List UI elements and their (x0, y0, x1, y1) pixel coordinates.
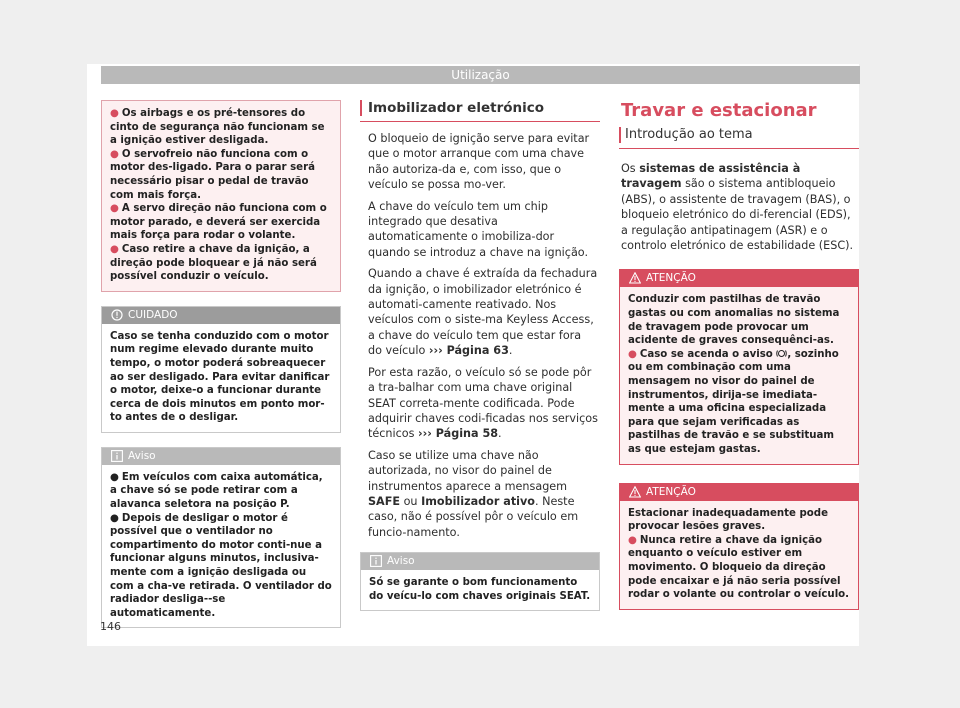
column-left (101, 100, 341, 628)
chapter-title: Utilização (451, 68, 510, 82)
notice-header (361, 553, 599, 570)
warning-triangle-icon (629, 486, 641, 498)
warning-header (620, 484, 858, 501)
page-reference-link[interactable]: ››› Página 63 (428, 344, 509, 358)
warning-box (619, 483, 859, 610)
paragraph: Por esta razão, o veículo só se pode pôr a tra-balhar com uma chave original SEAT correta-mente codificada. Pode adquirir chaves codi-ficadas nos serviços técnicos ››› Página 58. (368, 365, 598, 441)
subsection-title: Introdução ao tema (619, 127, 859, 149)
notice-header (102, 448, 340, 465)
info-icon (370, 555, 382, 567)
column-middle (360, 100, 600, 611)
paragraph: A chave do veículo tem um chip integrado que desativa automaticamente o imobiliza-dor quando se introduz a chave na ignição. (368, 199, 589, 259)
warning-triangle-icon (629, 272, 641, 284)
warning-text: Estacionar inadequadamente pode provocar lesões graves. (628, 507, 828, 533)
chapter-section-title: Travar e estacionar (621, 100, 817, 121)
list-item: ● O servofreio não funciona com o motor des-ligado. Para o parar será necessário pisar o pedal de travão com mais força. (110, 148, 315, 201)
notice-box (360, 552, 600, 611)
info-circle-icon (111, 309, 123, 321)
notice-text: Só se garante o bom funcionamento do veícu-lo com chaves originais SEAT. (369, 577, 591, 602)
paragraph: Caso se utilize uma chave não autorizada, no visor do painel de instrumentos aparece a mensagem SAFE ou Imobilizador ativo. Neste caso, não é possível pôr o veículo em funcio-namento. (368, 448, 579, 539)
list-item: ● Em veículos com caixa automática, a chave só se pode retirar com a alavanca seletora na posição P. (110, 471, 323, 511)
list-item: ● Nunca retire a chave da ignição enquanto o veículo estiver em movimento. O bloqueio da direção pode encaixar e já não seria possível rodar o volante ou controlar o veículo. (628, 534, 850, 601)
column-right (619, 100, 859, 610)
caution-header (102, 307, 340, 324)
section-title: Imobilizador eletrónico (360, 100, 600, 122)
paragraph: O bloqueio de ignição serve para evitar que o motor arranque com uma chave não autoriza-da e, com isso, que o veículo se possa mo-ver. (368, 132, 590, 192)
notice-label: Aviso (128, 449, 156, 462)
warning-box (619, 269, 859, 464)
warning-label: ATENÇÃO (646, 485, 696, 498)
caution-text: Caso se tenha conduzido com o motor num regime elevado durante muito tempo, o motor poderá sobreaquecer ao ser desligado. Para evitar danificar o motor, deixe-o a funcionar durante cerca de dois minutos em ponto mor-to antes de o desligar. (110, 330, 330, 424)
page-reference-link[interactable]: ››› Página 58 (418, 427, 499, 441)
list-item: ● A servo direção não funciona com o motor parado, e deverá ser exercida mais força para rodar o volante. (110, 203, 327, 242)
warning-text: Conduzir com pastilhas de travão gastas ou com anomalias no sistema de travagem pode provocar um acidente de graves consequênci-as. (628, 294, 840, 347)
chapter-header (101, 66, 860, 84)
caution-box (101, 306, 341, 433)
list-item: ● Depois de desligar o motor é possível que o ventilador no compartimento do motor conti-nue a funcionar alguns minutos, inclusiva-mente com a ignição desligada ou com a cha-ve retirada. O ventilador do radiador desliga--se automaticamente. (110, 512, 332, 619)
list-item: ● Caso retire a chave da ignição, a direção pode bloquear e já não será possível conduzir o veículo. (110, 243, 317, 283)
paragraph: Os sistemas de assistência à travagem são o sistema antibloqueio (ABS), o assistente de travagem (BAS), o bloqueio eletrónico do di-ferencial (EDS), a regulação antipatinagem (ASR) e o controlo eletrónico de estabilidade (ESC). (621, 162, 854, 253)
notice-label: Aviso (387, 555, 415, 568)
warning-label: ATENÇÃO (646, 272, 696, 285)
warning-continuation-box (101, 100, 341, 292)
list-item: ● Os airbags e os pré-tensores do cinto de segurança não funcionam se a ignição estiver desligada. (110, 108, 325, 147)
list-item: ● Caso se acenda o aviso , sozinho ou em combinação com uma mensagem no visor do painel de instrumentos, dirija-se imediata-mente a uma oficina especializada para que sejam verificadas as pastilhas de travão e se substituam as que estejam gastas. (628, 348, 839, 455)
brake-warning-icon (776, 349, 787, 358)
notice-box (101, 447, 341, 629)
section-body (360, 131, 600, 540)
caution-label: CUIDADO (128, 308, 178, 321)
warning-header (620, 270, 858, 287)
section-body (619, 161, 859, 253)
info-icon (111, 450, 123, 462)
page-number: 146 (100, 620, 121, 633)
paragraph: Quando a chave é extraída da fechadura da ignição, o imobilizador eletrónico é automati-camente reativado. Nos veículos com o siste-ma Keyless Access, a chave do veículo tem que estar fora do veículo ››› Página 63. (368, 267, 598, 358)
